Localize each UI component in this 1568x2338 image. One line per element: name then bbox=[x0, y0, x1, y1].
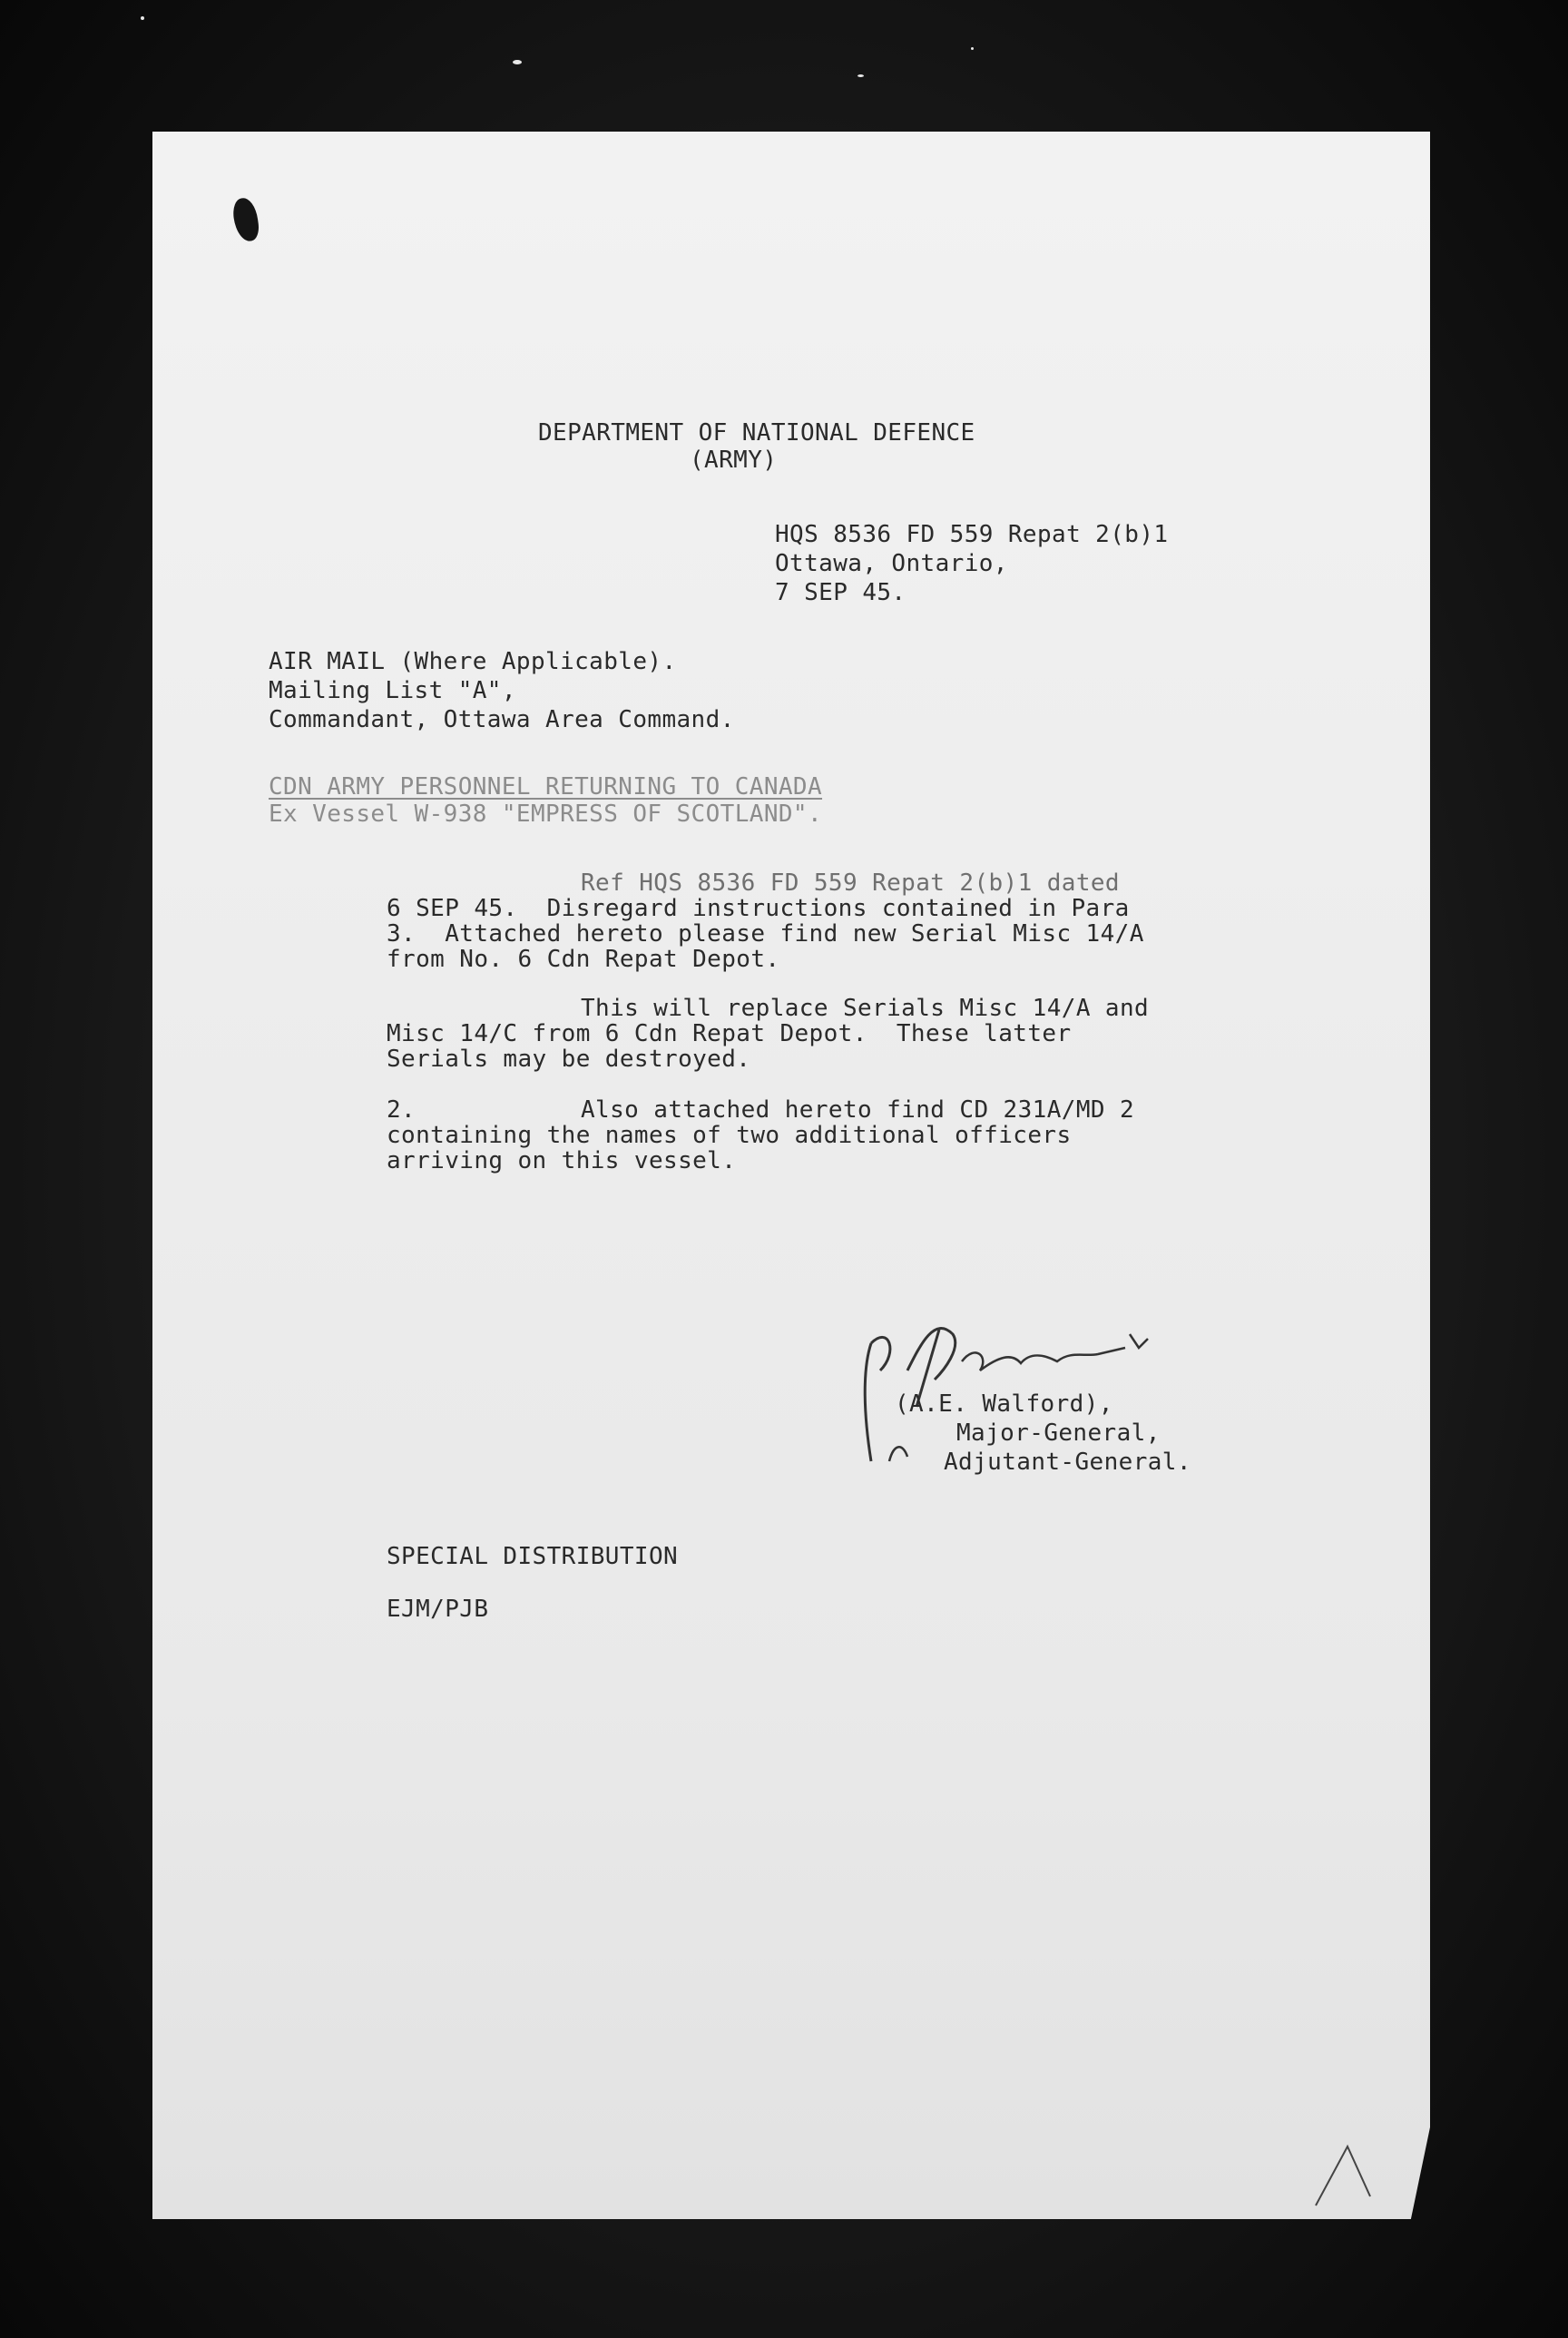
signatory-name: (A.E. Walford), bbox=[895, 1390, 1113, 1418]
body-line: This will replace Serials Misc 14/A and bbox=[581, 995, 1150, 1022]
file-reference: HQS 8536 FD 559 Repat 2(b)1 bbox=[775, 521, 1169, 548]
body-line: 3. Attached hereto please find new Serial Misc 14/A bbox=[387, 920, 1144, 948]
body-line: containing the names of two additional officers bbox=[387, 1122, 1072, 1149]
torn-corner-mark bbox=[1307, 2142, 1379, 2215]
date-line: 7 SEP 45. bbox=[775, 579, 906, 606]
body-line: Ref HQS 8536 FD 559 Repat 2(b)1 dated bbox=[581, 869, 1120, 897]
subject-line: CDN ARMY PERSONNEL RETURNING TO CANADA bbox=[269, 773, 823, 801]
film-speck bbox=[141, 16, 144, 20]
signatory-title: Adjutant-General. bbox=[944, 1449, 1191, 1476]
body-line: arriving on this vessel. bbox=[387, 1147, 737, 1174]
department-heading: DEPARTMENT OF NATIONAL DEFENCE bbox=[538, 419, 975, 447]
film-speck bbox=[858, 74, 864, 77]
body-line: Also attached hereto find CD 231A/MD 2 bbox=[581, 1096, 1135, 1124]
body-line: from No. 6 Cdn Repat Depot. bbox=[387, 946, 780, 973]
army-subheading: (ARMY) bbox=[690, 447, 778, 474]
typist-initials: EJM/PJB bbox=[387, 1596, 489, 1623]
paragraph-number: 2. bbox=[387, 1096, 416, 1124]
addressee-line: Commandant, Ottawa Area Command. bbox=[269, 706, 735, 733]
body-line: Misc 14/C from 6 Cdn Repat Depot. These latter bbox=[387, 1020, 1072, 1047]
film-speck bbox=[513, 60, 522, 64]
signatory-rank: Major-General, bbox=[956, 1420, 1161, 1447]
distribution-label: SPECIAL DISTRIBUTION bbox=[387, 1543, 679, 1570]
addressee-line: Mailing List "A", bbox=[269, 677, 516, 704]
body-line: Serials may be destroyed. bbox=[387, 1046, 751, 1073]
addressee-line: AIR MAIL (Where Applicable). bbox=[269, 648, 677, 675]
body-line: 6 SEP 45. Disregard instructions contained in Para bbox=[387, 895, 1130, 922]
place-line: Ottawa, Ontario, bbox=[775, 550, 1008, 577]
film-speck bbox=[971, 47, 974, 50]
subject-line: Ex Vessel W-938 "EMPRESS OF SCOTLAND". bbox=[269, 801, 823, 828]
